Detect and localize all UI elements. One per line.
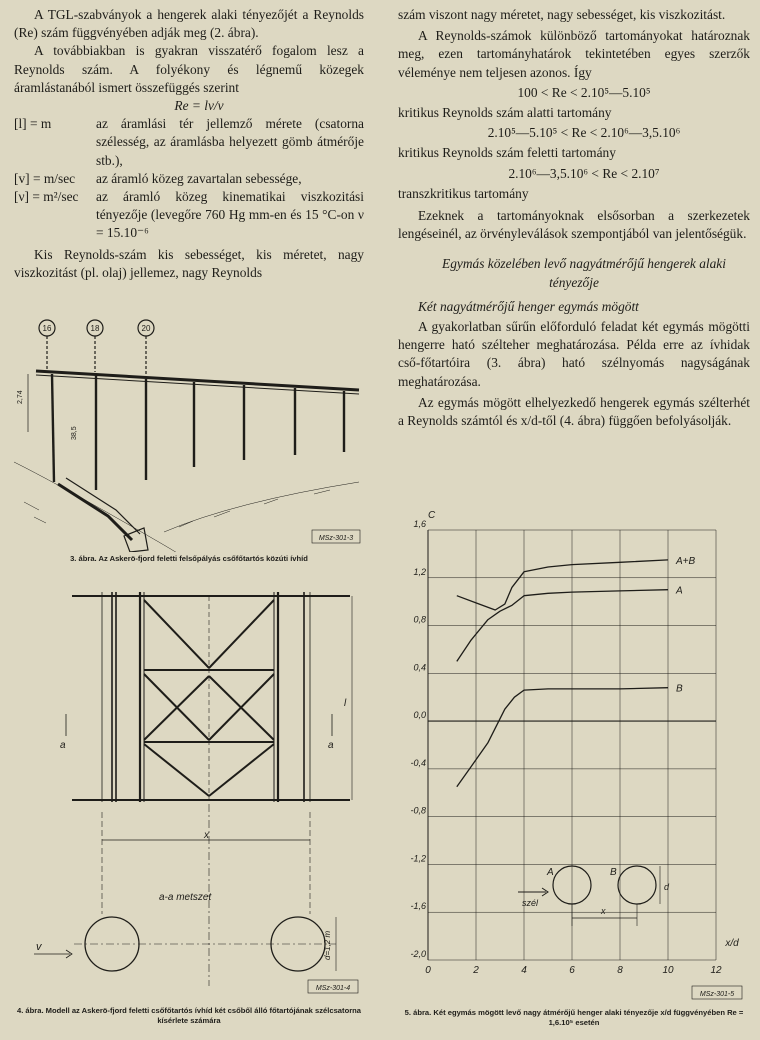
spacing-label: x [204,830,209,841]
x-tick-label: 12 [710,965,722,976]
chart-series [457,556,696,787]
figure-5-caption: 5. ábra. Két egymás mögött levő nagy átmérőjű henger alaki tényezője x/d függvényében Re = 1,6.10⁵ esetén [404,1008,744,1027]
figure-3-bridge-drawing [14,312,364,552]
drawing-stamp: MSz-301-4 [315,985,351,992]
x-tick-label: 0 [425,965,431,976]
definition-text: az áramlási tér jellemző mérete (csatorna szélesség, az áramlásba helyezett gömb átmérője stb.), [96,116,364,168]
series-line [457,688,668,787]
figure-3-caption: 3. ábra. Az Askerö-fjord feletti felsőpályás csőfőtartós közúti ívhíd [70,554,308,563]
y-tick-label: -0,8 [410,805,426,816]
figure-4-caption: 4. ábra. Modell az Askerö-fjord feletti csőfőtartós ívhíd két csőből álló főtartójának szélcsatorna kísérlete számára [16,1006,362,1025]
range-label-2: kritikus Reynolds szám feletti tartomány [398,145,616,161]
definition-nu [14,188,364,243]
left-paragraph-3: Kis Reynolds-szám kis sebességet, kis méretet, nagy viszkozitást (pl. olaj) jellemez, nagy Reynolds [14,246,364,280]
dimension-label: 38,5 [71,426,78,440]
right-paragraph-3: Ezeknek a tartományoknak elsősorban a szerkezetek lengéseinél, az örvényleválások szempontjából van jelentőségük. [398,208,750,242]
definition-text: az áramló közeg zavartalan sebessége, [96,170,302,186]
right-paragraph-5: Az egymás mögött elhelyezkedő hengerek egymás szélterhét a Reynolds számtól és x/d-től (4. ábra) függően befolyásolják. [398,394,750,429]
left-paragraph-2: A továbbiakban is gyakran visszatérő fogalom lesz a Reynolds szám. A folyékony és légnemű közegek áramlástanából ismert összefüggés szerint [14,43,364,95]
section-mark-left: a [60,740,66,751]
left-text-column [14,6,364,282]
section-mark-right: a [328,740,334,751]
definition-v [14,170,364,188]
figure-5-chart [398,500,750,1002]
y-tick-label: -0,4 [410,757,426,768]
x-tick-label: 4 [521,965,527,976]
y-tick-label: 1,6 [413,519,426,529]
figure-4-truss-drawing [14,582,364,1000]
x-axis-title: x/d [725,938,739,949]
drawing-stamp: MSz-301-5 [699,991,735,998]
inset-x-label: x [601,906,606,916]
y-tick-label: 1,2 [413,566,426,577]
x-tick-label: 10 [662,965,674,976]
right-text-column [398,6,750,430]
series-line [457,560,668,610]
right-paragraph-2: A Reynolds-számok különböző tartományokat határoznak meg, ezen tartományhatárok tekintetében egyes szerzők véleménye nem teljesen azonos. Így [398,28,750,80]
right-paragraph-4: A gyakorlatban sűrűn előforduló feladat két egymás mögötti hengerre ható szélteher meghatározása. Példa erre az ívhidak cső-főtartóira (3. ábra) ható szélnyomás nagyságának meghatározása. [398,319,750,389]
series-label: B [676,683,683,695]
right-paragraph-1: szám viszont nagy méretet, nagy sebességet, kis viszkozitást. [398,7,726,22]
wind-label: szél [522,898,539,908]
y-tick-label: -2,0 [410,949,426,959]
reynolds-formula: Re = lv/ν [174,98,224,114]
marker-label: 18 [90,324,100,333]
dimension-label: 2,74 [17,390,24,404]
x-tick-label: 2 [473,965,479,976]
drawing-stamp: MSz-301-3 [318,535,354,542]
inset-d-label: d [664,882,670,892]
marker-label: 20 [141,324,151,333]
inset-label-a: A [547,867,554,878]
range-equation-2: 2.10⁵—5.10⁵ < Re < 2.10⁶—3,5.10⁶ [487,125,681,141]
velocity-label: v [36,941,42,953]
y-axis-title: C [428,510,436,521]
length-label: l [344,698,347,709]
range-equation-3: 2.10⁶—3,5.10⁶ < Re < 2.10⁷ [508,165,660,181]
left-paragraph-1: A TGL-szabványok a hengerek alaki tényezőjét a Reynolds (Re) szám függvényében adják meg (2. ábra). [14,7,364,41]
inset-label-b: B [610,867,617,878]
x-tick-label: 6 [569,965,575,976]
range-label-3: transzkritikus tartomány [398,185,529,201]
definition-symbol: [ν] = m²/sec [14,189,79,205]
subsection-heading: Két nagyátmérőjű henger egymás mögött [418,298,639,314]
definition-symbol: [l] = m [14,116,52,132]
series-label: A+B [676,555,696,567]
definition-l [14,115,364,170]
y-tick-label: 0,8 [413,614,426,625]
range-label-1: kritikus Reynolds szám alatti tartomány [398,105,612,121]
y-tick-label: -1,6 [410,901,426,912]
section-heading: Egymás közelében levő nagyátmérőjű hengerek alaki tényezője [442,256,726,290]
y-tick-label: 0,0 [413,710,426,721]
definition-text: az áramló közeg kinematikai viszkozitási tényezője (levegőre 760 Hg mm-en és 15 °C-on ν = 15.10⁻⁶ [96,189,364,241]
definition-symbol: [v] = m/sec [14,170,76,186]
diameter-label: d=1,2 m [323,930,332,960]
y-tick-label: -1,2 [410,853,426,864]
series-label: A [676,585,683,597]
chart-grid [428,530,716,960]
y-tick-label: 0,4 [413,662,426,673]
marker-label: 16 [42,324,52,333]
inset-cylinders [518,866,660,926]
x-tick-label: 8 [617,965,623,976]
range-equation-1: 100 < Re < 2.10⁵—5.10⁵ [517,84,651,100]
section-title: a-a metszet [159,892,212,903]
